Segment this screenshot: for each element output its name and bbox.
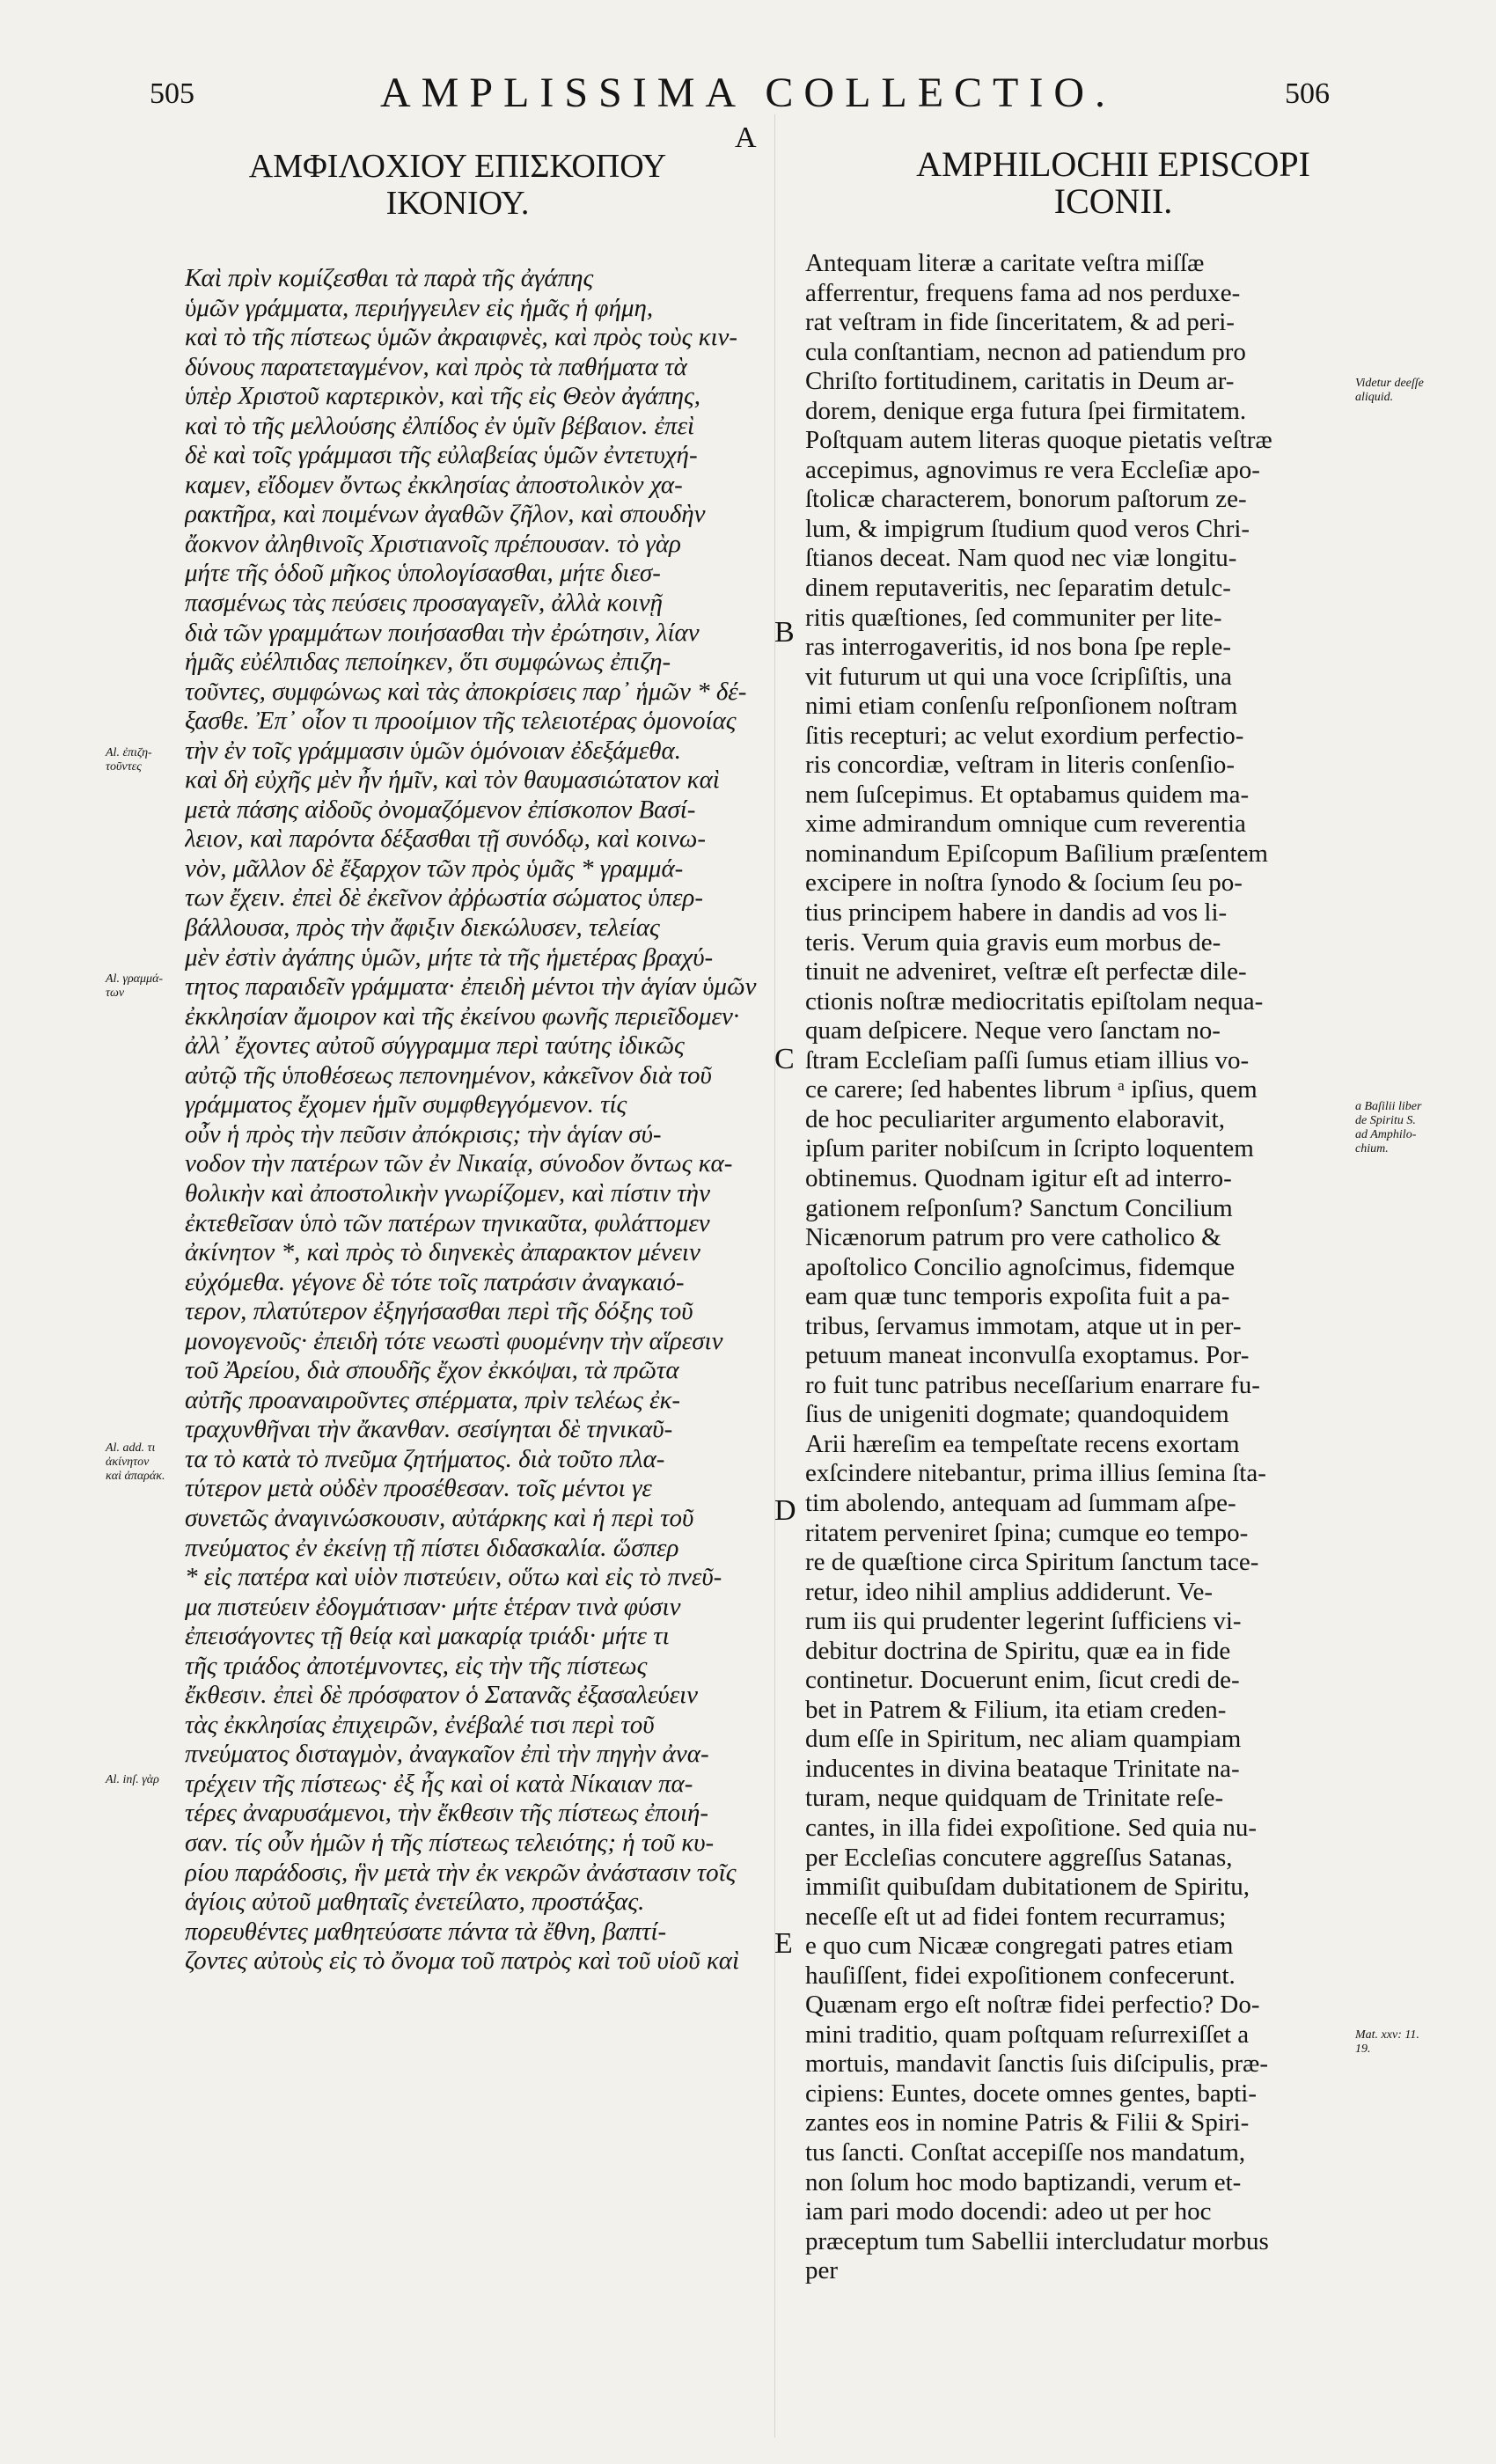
greek-title: ΑΜΦΙΛΟΧΙΟΥ ΕΠΙΣΚΟΠΟΥ ΙΚΟΝΙΟΥ.	[248, 148, 667, 222]
greek-text-column: Καὶ πρὶν κομίζεσθαι τὰ παρὰ τῆς ἀγάπης ὑμῶν γράμματα, περιήγγειλεν εἰς ἡμᾶς ἡ φήμη, καὶ τὸ τῆς πίστεως ὑμῶν ἀκραιφνὲς, καὶ πρὸς τοὺς κιν- δύνους παρατεταγμένον, καὶ πρὸς τὰ παθήματα τὰ ὑπὲρ Χριστοῦ καρτερικὸν, καὶ τῆς εἰς Θεὸν ἀγάπης, καὶ τὸ τῆς μελλούσης ἐλπίδος ἐν ὑμῖν βέβαιον. ἐπεὶ δὲ καὶ τοῖς γράμμασι τῆς εὐλαβείας ὑμῶν ἐντετυχή- καμεν, εἴδομεν ὄντως ἐκκλησίας ἀποστολικὸν χα- ρακτῆρα, καὶ ποιμένων ἀγαθῶν ζῆλον, καὶ σπουδὴν ἄοκνον ἀληθινοῖς Χριστιανοῖς πρέπουσαν. τὸ γὰρ μήτε τῆς ὁδοῦ μῆκος ὑπολογίσασθαι, μήτε διεσ- πασμένως τὰς πεύσεις προσαγαγεῖν, ἀλλὰ κοινῇ διὰ τῶν γραμμάτων ποιήσασθαι τὴν ἐρώτησιν, λίαν ἡμᾶς εὐέλπιδας πεποίηκεν, ὅτι συμφώνως ἐπιζη- τοῦντες, συμφώνως καὶ τὰς ἀποκρίσεις παρ᾽ ἡμῶν * δέ- ξασθε. Ἐπ᾽ οἷον τι προοίμιον τῆς τελειοτέρας ὁμονοίας τὴν ἐν τοῖς γράμμασιν ὑμῶν ὁμόνοιαν ἐδεξάμεθα. καὶ δὴ εὐχῆς μὲν ἦν ἡμῖν, καὶ τὸν θαυμασιώτατον καὶ μετὰ πάσης αἰδοῦς ὀνομαζόμενον ἐπίσκοπον Βασί- λειον, καὶ παρόντα δέξασθαι τῇ συνόδῳ, καὶ κοινω- νὸν, μᾶλλον δὲ ἔξαρχον τῶν πρὸς ὑμᾶς * γραμμά- των ἔχειν. ἐπεὶ δὲ ἐκεῖνον ἀῤῥωστία σώματος ὑπερ- βάλλουσα, πρὸς τὴν ἄφιξιν διεκώλυσεν, τελείας μὲν ἐστὶν ἀγάπης ὑμῶν, μήτε τὰ τῆς ἡμετέρας βραχύ- τητος παραιδεῖν γράμματα· ἐπειδὴ μέντοι τὴν ἁγίαν ὑμῶν ἐκκλησίαν ἄμοιρον καὶ τῆς ἐκείνου φωνῆς περιεῖδομεν· ἀλλ᾽ ἔχοντες αὐτοῦ σύγγραμμα περὶ ταύτης ἰδικῶς αὐτῷ τῆς ὑποθέσεως πεπονημένον, κἀκεῖνον διὰ τοῦ γράμματος ἔχομεν ἡμῖν συμφθεγγόμενον. τίς οὖν ἡ πρὸς τὴν πεῦσιν ἀπόκρισις; τὴν ἁγίαν σύ- νοδον τὴν πατέρων τῶν ἐν Νικαίᾳ, σύνοδον ὄντως κα- θολικὴν καὶ ἀποστολικὴν γνωρίζομεν, καὶ πίστιν τὴν ἐκτεθεῖσαν ὑπὸ τῶν πατέρων τηνικαῦτα, φυλάττομεν ἀκίνητον *, καὶ πρὸς τὸ διηνεκὲς ἀπαρακτον μένειν εὐχόμεθα. γέγονε δὲ τότε τοῖς πατράσιν ἀναγκαιό- τερον, πλατύτερον ἐξηγήσασθαι περὶ τῆς δόξης τοῦ μονογενοῦς· ἐπειδὴ τότε νεωστὶ φυομένην τὴν αἵρεσιν τοῦ Ἀρείου, διὰ σπουδῆς ἔχον ἐκκόψαι, τὰ πρῶτα αὐτῆς προαναιροῦντες σπέρματα, πρὶν τελέως ἐκ- τραχυνθῆναι τὴν ἄκανθαν. σεσίγηται δὲ τηνικαῦ- τα τὸ κατὰ τὸ πνεῦμα ζητήματος. διὰ τοῦτο πλα- τύτερον μετὰ οὐδὲν προσέθεσαν. τοῖς μέντοι γε συνετῶς ἀναγινώσκουσιν, αὐτάρκης καὶ ἡ περὶ τοῦ πνεύματος ἐν ἐκείνῃ τῇ πίστει διδασκαλία. ὥσπερ * εἰς πατέρα καὶ υἱὸν πιστεύειν, οὕτω καὶ εἰς τὸ πνεῦ- μα πιστεύειν ἐδογμάτισαν· μήτε ἑτέραν τινὰ φύσιν ἐπεισάγοντες τῇ θείᾳ καὶ μακαρίᾳ τριάδι· μήτε τι τῆς τριάδος ἀποτέμνοντες, εἰς τὴν τῆς πίστεως ἔκθεσιν. ἐπεὶ δὲ πρόσφατον ὁ Σατανᾶς ἐξασαλεύειν τὰς ἐκκλησίας ἐπιχειρῶν, ἐνέβαλέ τισι περὶ τοῦ πνεύματος δισταγμὸν, ἀναγκαῖον ἐπὶ τὴν πηγὴν ἀνα- τρέχειν τῆς πίστεως· ἐξ ἧς καὶ οἱ κατὰ Νίκαιαν πα- τέρες ἀναρυσάμενοι, τὴν ἔκθεσιν τῆς πίστεως ἐποιή- σαν. τίς οὖν ἡμῶν ἡ τῆς πίστεως τελειότης; ἡ τοῦ κυ- ρίου παράδοσις, ἣν μετὰ τὴν ἐκ νεκρῶν ἀνάστασιν τοῖς ἁγίοις αὐτοῦ μαθηταῖς ἐνετείλατο, προστάξας. πορευθέντες μαθητεύσατε πάντα τὰ ἔθνη, βαπτί- ζοντες αὐτοὺς εἰς τὸ ὄνομα τοῦ πατρὸς καὶ τοῦ υἱοῦ καὶ	[185, 264, 757, 1976]
left-margin-note: Al. inſ. γὰρ	[106, 1773, 159, 1786]
right-margin-note: Mat. xxv: 11. 19.	[1355, 2028, 1419, 2056]
latin-text-column: Antequam literæ a caritate veſtra miſſæ afferrentur, frequens fama ad nos perduxe- rat veſtram in fide ſinceritatem, & ad peri- cula conſtantiam, necnon ad patiendum pro Chriſto fortitudinem, caritatis in Deum ar- dorem, denique erga futura ſpei firmitatem. Poſtquam autem literas quoque pietatis veſtræ accepimus, agnovimus re vera Eccleſiæ apo- ſtolicæ characterem, bonorum paſtorum ze- lum, & impigrum ſtudium quod veros Chri- ſtianos deceat. Nam quod nec viæ longitu- dinem reputaveritis, nec ſeparatim detulc- ritis quæſtiones, ſed communiter per lite- ras interrogaveritis, id nos bona ſpe reple- vit futurum ut qui una voce ſcripſiſtis, una nimi etiam conſenſu reſponſionem noſtram ſitis recepturi; ac velut exordium perfectio- ris concordiæ, veſtram in literis conſenſio- nem ſuſcepimus. Et optabamus quidem ma- xime admirandum omnique cum reverentia nominandum Epiſcopum Baſilium præſentem excipere in noſtra ſynodo & ſocium ſeu po- tius principem habere in dandis ad vos li- teris. Verum quia gravis eum morbus de- tinuit ne adveniret, veſtræ eſt perfectæ dile- ctionis noſtræ mediocritatis epiſtolam nequa- quam deſpicere. Neque vero ſanctam no- ſtram Eccleſiam paſſi ſumus etiam illius vo- ce carere; ſed habentes librum ᵃ ipſius, quem de hoc peculiariter argumento elaboravit, ipſum pariter nobiſcum in ſcripto loquentem obtinemus. Quodnam igitur eſt ad interro- gationem reſponſum? Sanctum Concilium Nicænorum patrum pro vere catholico & apoſtolico Concilio agnoſcimus, fidemque eam quæ tunc temporis expoſita fuit a pa- tribus, ſervamus immotam, atque ut in per- petuum maneat inconvulſa exoptamus. Por- ro fuit tunc patribus neceſſarium enarrare fu- ſius de unigeniti dogmate; quandoquidem Arii hæreſim ea tempeſtate recens exortam exſcindere nitebantur, prima illius ſemina ſta- tim abolendo, antequam ad ſummam aſpe- ritatem perveniret ſpina; cumque eo tempo- re de quæſtione circa Spiritum ſanctum tace- retur, ideo nihil amplius addiderunt. Ve- rum iis qui prudenter legerint ſufficiens vi- debitur doctrina de Spiritu, quæ ea in fide continetur. Docuerunt enim, ſicut credi de- bet in Patrem & Filium, ita etiam creden- dum eſſe in Spiritum, nec aliam quampiam inducentes in divina beataque Trinitate na- turam, neque quidquam de Trinitate reſe- cantes, in illa fidei expoſitione. Sed quia nu- per Eccleſias concutere aggreſſus Satanas, immiſit quibuſdam dubitationem de Spiritu, neceſſe eſt ut ad fidei fontem recurramus; e quo cum Nicææ congregati patres etiam hauſiſſent, fidei expoſitionem confecerunt. Quænam ergo eſt noſtræ fidei perfectio? Do- mini traditio, quam poſtquam reſurrexiſſet a mortuis, mandavit ſanctis ſuis diſcipulis, præ- cipiens: Euntes, docete omnes gentes, bapti- zantes eos in nomine Patris & Filii & Spiri- tus ſancti. Conſtat accepiſſe nos mandatum, non ſolum hoc modo baptizandi, verum et- iam pari modo docendi: adeo ut per hoc præceptum tum Sabellii intercludatur morbus per	[805, 249, 1272, 2285]
right-margin-note: a Baſilii liber de Spiritu S. ad Amphilo- chium.	[1355, 1100, 1422, 1155]
page-number-right: 506	[1285, 77, 1330, 110]
column-divider	[774, 114, 775, 2438]
section-marker-d: D	[774, 1494, 796, 1527]
right-margin-note: Videtur deeſſe aliquid.	[1355, 377, 1424, 404]
section-marker-b: B	[774, 616, 795, 649]
section-marker-e: E	[774, 1927, 793, 1960]
left-margin-note: Al. add. τι ἀκίνητον καὶ ἀπαράκ.	[106, 1441, 165, 1483]
running-header: AMPLISSIMA COLLECTIO.	[379, 70, 1117, 116]
page-number-left: 505	[150, 77, 194, 110]
section-letter-a: A	[735, 121, 757, 154]
left-margin-note: Al. γραμμά- των	[106, 972, 164, 1000]
latin-title: AMPHILOCHII EPISCOPI ICONII.	[916, 144, 1310, 221]
section-marker-c: C	[774, 1043, 795, 1075]
left-margin-note: Al. ἐπιζη- τοῦντες	[106, 746, 152, 774]
